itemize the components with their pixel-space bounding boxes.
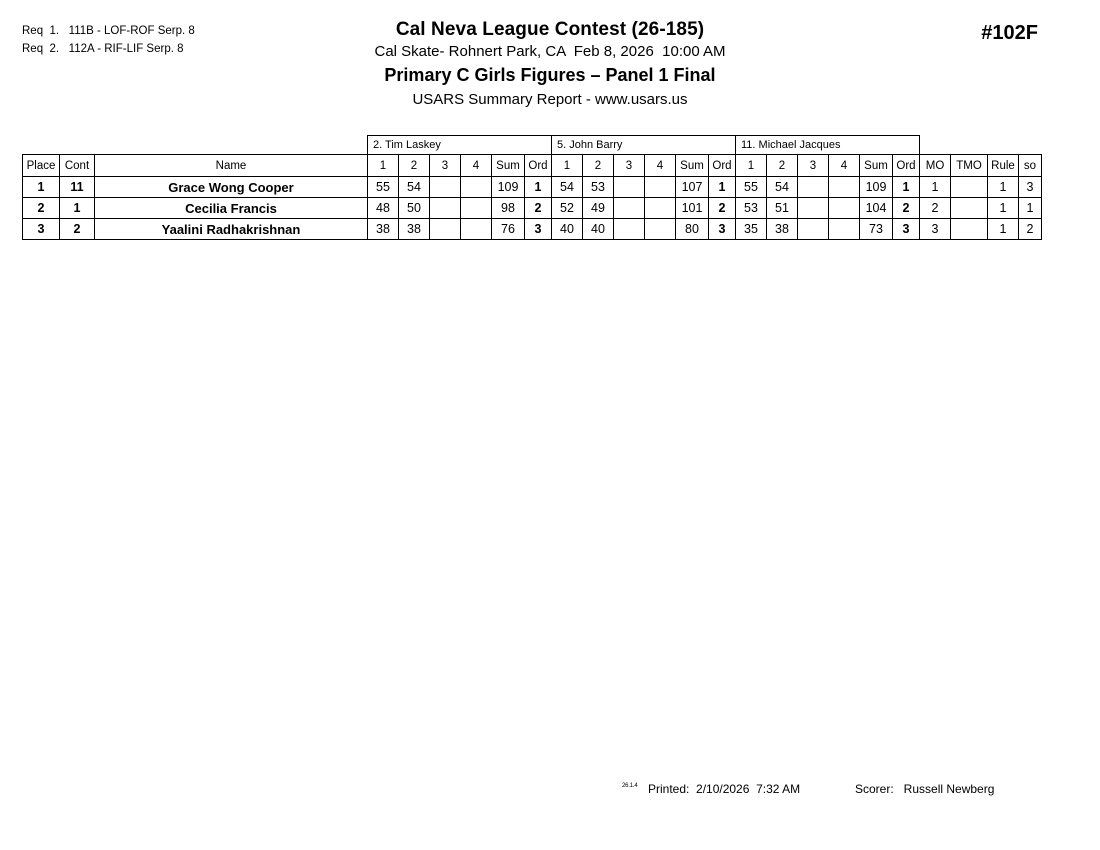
row-j3-mark2: 54	[767, 177, 798, 198]
row-j3-ord: 2	[893, 198, 920, 219]
row-j1-mark3	[430, 198, 461, 219]
row-j1-sum: 98	[492, 198, 525, 219]
row-j2-mark2: 40	[583, 219, 614, 240]
column-header-j3-mark3: 3	[798, 155, 829, 177]
judge-row-spacer	[920, 136, 951, 155]
column-header-j3-mark2: 2	[767, 155, 798, 177]
row-j1-ord: 2	[525, 198, 552, 219]
row-j1-mark4	[461, 198, 492, 219]
column-header-j2-mark2: 2	[583, 155, 614, 177]
column-header-j1-mark2: 2	[399, 155, 430, 177]
row-j3-ord: 3	[893, 219, 920, 240]
row-j1-mark1: 48	[368, 198, 399, 219]
judge-2-label: 5. John Barry	[552, 136, 736, 155]
row-j2-ord: 2	[709, 198, 736, 219]
row-j3-mark3	[798, 219, 829, 240]
results-table	[22, 135, 1042, 240]
row-cont: 1	[60, 198, 95, 219]
row-so: 3	[1019, 177, 1042, 198]
results-sheet	[22, 135, 1042, 240]
row-cont: 11	[60, 177, 95, 198]
row-so: 1	[1019, 198, 1042, 219]
column-header-name: Name	[95, 155, 368, 177]
row-place: 3	[23, 219, 60, 240]
row-j1-ord: 1	[525, 177, 552, 198]
row-so: 2	[1019, 219, 1042, 240]
row-j2-mark2: 53	[583, 177, 614, 198]
table-row	[23, 198, 1042, 219]
row-j3-mark3	[798, 198, 829, 219]
scorer-name: Scorer: Russell Newberg	[855, 782, 995, 796]
row-mo: 1	[920, 177, 951, 198]
row-j3-mark3	[798, 177, 829, 198]
table-row	[23, 219, 1042, 240]
row-j1-mark1: 55	[368, 177, 399, 198]
row-j1-mark2: 50	[399, 198, 430, 219]
column-header-tmo: TMO	[951, 155, 988, 177]
row-skater-name: Cecilia Francis	[95, 198, 368, 219]
column-header-j3-mark1: 1	[736, 155, 767, 177]
row-j3-sum: 73	[860, 219, 893, 240]
column-header-j2-mark3: 3	[614, 155, 645, 177]
row-j2-mark4	[645, 219, 676, 240]
row-j3-mark4	[829, 219, 860, 240]
row-j3-mark1: 55	[736, 177, 767, 198]
row-j2-mark4	[645, 177, 676, 198]
judge-3-label: 11. Michael Jacques	[736, 136, 920, 155]
event-title: Primary C Girls Figures – Panel 1 Final	[384, 65, 716, 85]
row-j1-mark1: 38	[368, 219, 399, 240]
row-j3-sum: 104	[860, 198, 893, 219]
column-header-mo: MO	[920, 155, 951, 177]
row-mo: 3	[920, 219, 951, 240]
row-j2-sum: 80	[676, 219, 709, 240]
column-header-j1-mark3: 3	[430, 155, 461, 177]
row-j1-mark3	[430, 219, 461, 240]
judge-row-spacer	[951, 136, 988, 155]
row-j2-mark1: 52	[552, 198, 583, 219]
row-j2-sum: 107	[676, 177, 709, 198]
row-j1-mark3	[430, 177, 461, 198]
judge-row-spacer	[1019, 136, 1042, 155]
column-header-j2-ord: Ord	[709, 155, 736, 177]
column-header-j1-ord: Ord	[525, 155, 552, 177]
judge-row-spacer	[23, 136, 60, 155]
column-header-j2-mark1: 1	[552, 155, 583, 177]
row-j3-mark4	[829, 177, 860, 198]
row-j1-mark2: 54	[399, 177, 430, 198]
requirement-line-2: Req 2. 112A - RIF-LIF Serp. 8	[22, 43, 184, 55]
row-j3-mark1: 53	[736, 198, 767, 219]
row-j3-mark2: 38	[767, 219, 798, 240]
row-tmo	[951, 198, 988, 219]
contest-title: Cal Neva League Contest (26-185)	[395, 19, 705, 40]
row-place: 2	[23, 198, 60, 219]
column-header-place: Place	[23, 155, 60, 177]
report-source-line: USARS Summary Report - www.usars.us	[412, 91, 688, 108]
row-j1-mark2: 38	[399, 219, 430, 240]
row-tmo	[951, 219, 988, 240]
row-j2-mark4	[645, 198, 676, 219]
row-j2-mark3	[614, 177, 645, 198]
row-rule: 1	[988, 198, 1019, 219]
column-header-j2-sum: Sum	[676, 155, 709, 177]
row-mo: 2	[920, 198, 951, 219]
column-header-cont: Cont	[60, 155, 95, 177]
column-header-j3-sum: Sum	[860, 155, 893, 177]
column-header-so: so	[1019, 155, 1042, 177]
row-rule: 1	[988, 177, 1019, 198]
row-j1-mark4	[461, 177, 492, 198]
row-j1-mark4	[461, 219, 492, 240]
row-j1-sum: 76	[492, 219, 525, 240]
row-rule: 1	[988, 219, 1019, 240]
requirement-line-1: Req 1. 111B - LOF-ROF Serp. 8	[22, 25, 195, 37]
column-header-j3-ord: Ord	[893, 155, 920, 177]
row-j2-mark2: 49	[583, 198, 614, 219]
row-j2-sum: 101	[676, 198, 709, 219]
row-j2-mark3	[614, 198, 645, 219]
column-header-j1-sum: Sum	[492, 155, 525, 177]
row-j2-mark1: 54	[552, 177, 583, 198]
venue-datetime: Cal Skate- Rohnert Park, CA Feb 8, 2026 10:00 AM	[374, 43, 726, 60]
row-skater-name: Grace Wong Cooper	[95, 177, 368, 198]
row-j2-mark1: 40	[552, 219, 583, 240]
row-cont: 2	[60, 219, 95, 240]
row-place: 1	[23, 177, 60, 198]
row-j3-mark2: 51	[767, 198, 798, 219]
row-j3-mark4	[829, 198, 860, 219]
row-skater-name: Yaalini Radhakrishnan	[95, 219, 368, 240]
column-header-j1-mark4: 4	[461, 155, 492, 177]
column-header-j1-mark1: 1	[368, 155, 399, 177]
row-j2-mark3	[614, 219, 645, 240]
column-header-rule: Rule	[988, 155, 1019, 177]
row-j2-ord: 1	[709, 177, 736, 198]
table-row	[23, 177, 1042, 198]
judge-header-row	[23, 136, 1042, 155]
row-j1-ord: 3	[525, 219, 552, 240]
row-j3-ord: 1	[893, 177, 920, 198]
row-j3-sum: 109	[860, 177, 893, 198]
row-j2-ord: 3	[709, 219, 736, 240]
judge-row-spacer	[988, 136, 1019, 155]
printed-timestamp: Printed: 2/10/2026 7:32 AM	[648, 782, 801, 796]
column-header-j3-mark4: 4	[829, 155, 860, 177]
report-header	[0, 18, 1100, 111]
judge-row-spacer	[60, 136, 95, 155]
judge-1-label: 2. Tim Laskey	[368, 136, 552, 155]
version-label: 26.1.4	[622, 783, 638, 789]
row-tmo	[951, 177, 988, 198]
row-j3-mark1: 35	[736, 219, 767, 240]
row-j1-sum: 109	[492, 177, 525, 198]
column-header-row	[23, 155, 1042, 177]
column-header-j2-mark4: 4	[645, 155, 676, 177]
judge-row-spacer	[95, 136, 368, 155]
event-code: #102F	[981, 22, 1038, 44]
